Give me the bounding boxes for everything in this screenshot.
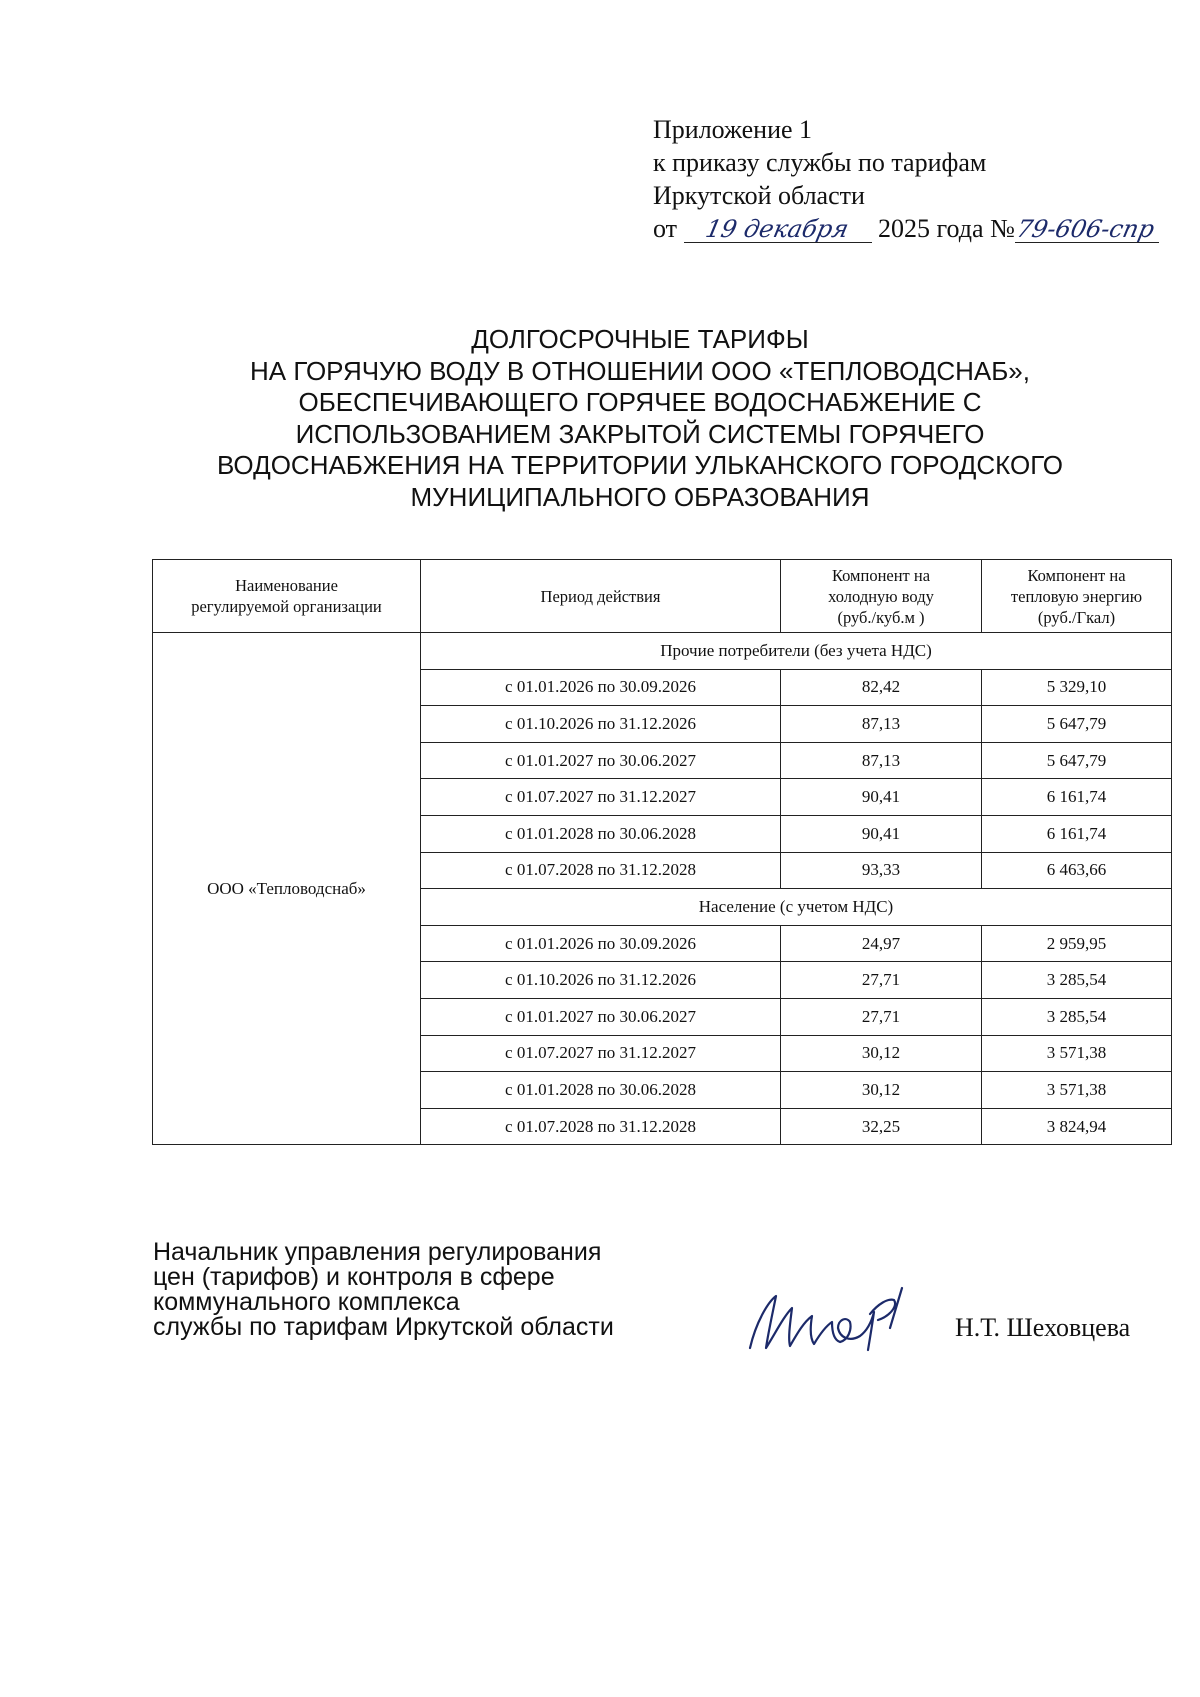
date-field bbox=[684, 212, 872, 243]
header-heat-energy bbox=[982, 560, 1172, 633]
header-org-line: Наименование bbox=[235, 576, 338, 595]
cold-water-cell: 87,13 bbox=[781, 706, 982, 743]
heat-energy-cell: 3 571,38 bbox=[982, 1072, 1172, 1109]
organization-cell: ООО «Тепловодснаб» bbox=[153, 633, 421, 1145]
cold-water-cell: 93,33 bbox=[781, 852, 982, 889]
header-cold-line: холодную воду bbox=[828, 586, 934, 606]
appendix-order-ref: к приказу службы по тарифам bbox=[653, 148, 987, 177]
header-cold-water bbox=[781, 560, 982, 633]
period-cell: с 01.01.2028 по 30.06.2028 bbox=[421, 815, 781, 852]
cold-water-cell: 90,41 bbox=[781, 779, 982, 816]
cold-water-cell: 27,71 bbox=[781, 962, 982, 999]
header-org-line: регулируемой организации bbox=[191, 597, 382, 616]
header-cold-line: (руб./куб.м ) bbox=[837, 607, 925, 627]
period-cell: с 01.01.2028 по 30.06.2028 bbox=[421, 1072, 781, 1109]
cold-water-cell: 90,41 bbox=[781, 815, 982, 852]
header-heat-line: Компонент на bbox=[1027, 565, 1126, 585]
appendix-header bbox=[653, 113, 1193, 245]
heat-energy-cell: 6 161,74 bbox=[982, 815, 1172, 852]
handwritten-order-number: 79-606-спр bbox=[1014, 215, 1157, 243]
tariff-table bbox=[152, 559, 1172, 1145]
from-prefix: от bbox=[653, 214, 678, 243]
period-cell: с 01.07.2028 по 31.12.2028 bbox=[421, 852, 781, 889]
heat-energy-cell: 5 647,79 bbox=[982, 706, 1172, 743]
cold-water-cell: 24,97 bbox=[781, 925, 982, 962]
position-line: Начальник управления регулирования bbox=[153, 1238, 602, 1266]
period-cell: с 01.07.2027 по 31.12.2027 bbox=[421, 1035, 781, 1072]
title-line: МУНИЦИПАЛЬНОГО ОБРАЗОВАНИЯ bbox=[410, 481, 870, 512]
position-line: коммунального комплекса bbox=[153, 1288, 460, 1316]
heat-energy-cell: 2 959,95 bbox=[982, 925, 1172, 962]
handwritten-signature bbox=[742, 1282, 942, 1362]
position-line: цен (тарифов) и контроля в сфере bbox=[153, 1263, 555, 1291]
period-cell: с 01.07.2028 по 31.12.2028 bbox=[421, 1108, 781, 1145]
cold-water-cell: 30,12 bbox=[781, 1072, 982, 1109]
title-line: НА ГОРЯЧУЮ ВОДУ В ОТНОШЕНИИ ООО «ТЕПЛОВОДСНАБ», bbox=[250, 355, 1030, 386]
heat-energy-cell: 3 285,54 bbox=[982, 998, 1172, 1035]
cold-water-cell: 82,42 bbox=[781, 669, 982, 706]
group-label-other-consumers: Прочие потребители (без учета НДС) bbox=[421, 633, 1172, 670]
heat-energy-cell: 6 161,74 bbox=[982, 779, 1172, 816]
heat-energy-cell: 3 824,94 bbox=[982, 1108, 1172, 1145]
document-title bbox=[140, 324, 1140, 513]
title-line: ВОДОСНАБЖЕНИЯ НА ТЕРРИТОРИИ УЛЬКАНСКОГО ГОРОДСКОГО bbox=[216, 450, 1064, 480]
header-cold-line: Компонент на bbox=[831, 565, 931, 585]
period-cell: с 01.01.2026 по 30.09.2026 bbox=[421, 669, 781, 706]
header-heat-line: (руб./Гкал) bbox=[1037, 607, 1116, 627]
signer-name: Н.Т. Шеховцева bbox=[955, 1313, 1131, 1342]
period-cell: с 01.10.2026 по 31.12.2026 bbox=[421, 706, 781, 743]
heat-energy-cell: 3 285,54 bbox=[982, 962, 1172, 999]
cold-water-cell: 87,13 bbox=[781, 742, 982, 779]
heat-energy-cell: 5 329,10 bbox=[982, 669, 1172, 706]
title-line: ОБЕСПЕЧИВАЮЩЕГО ГОРЯЧЕЕ ВОДОСНАБЖЕНИЕ С bbox=[298, 387, 982, 417]
heat-energy-cell: 3 571,38 bbox=[982, 1035, 1172, 1072]
header-heat-line: тепловую энергию bbox=[1010, 586, 1143, 606]
period-cell: с 01.01.2027 по 30.06.2027 bbox=[421, 998, 781, 1035]
period-cell: с 01.01.2027 по 30.06.2027 bbox=[421, 742, 781, 779]
period-cell: с 01.01.2026 по 30.09.2026 bbox=[421, 925, 781, 962]
year-text: 2025 года № bbox=[878, 214, 1015, 243]
cold-water-cell: 32,25 bbox=[781, 1108, 982, 1145]
handwritten-date: 19 декабря bbox=[703, 215, 852, 243]
title-line: ИСПОЛЬЗОВАНИЕМ ЗАКРЫТОЙ СИСТЕМЫ ГОРЯЧЕГО bbox=[295, 418, 985, 449]
group-row bbox=[153, 633, 1172, 670]
header-organization bbox=[153, 560, 421, 633]
group-label-population: Население (с учетом НДС) bbox=[421, 889, 1172, 926]
position-line: службы по тарифам Иркутской области bbox=[153, 1313, 614, 1341]
order-number-field bbox=[1015, 212, 1159, 243]
cold-water-cell: 27,71 bbox=[781, 998, 982, 1035]
period-cell: с 01.10.2026 по 31.12.2026 bbox=[421, 962, 781, 999]
cold-water-cell: 30,12 bbox=[781, 1035, 982, 1072]
period-cell: с 01.07.2027 по 31.12.2027 bbox=[421, 779, 781, 816]
heat-energy-cell: 5 647,79 bbox=[982, 742, 1172, 779]
header-period: Период действия bbox=[421, 560, 781, 633]
signatory-position bbox=[153, 1240, 614, 1340]
appendix-number: Приложение 1 bbox=[653, 115, 813, 144]
table-header-row bbox=[153, 560, 1172, 633]
title-line: ДОЛГОСРОЧНЫЕ ТАРИФЫ bbox=[471, 324, 809, 354]
appendix-date-line bbox=[653, 212, 1193, 245]
heat-energy-cell: 6 463,66 bbox=[982, 852, 1172, 889]
appendix-region: Иркутской области bbox=[653, 181, 865, 210]
